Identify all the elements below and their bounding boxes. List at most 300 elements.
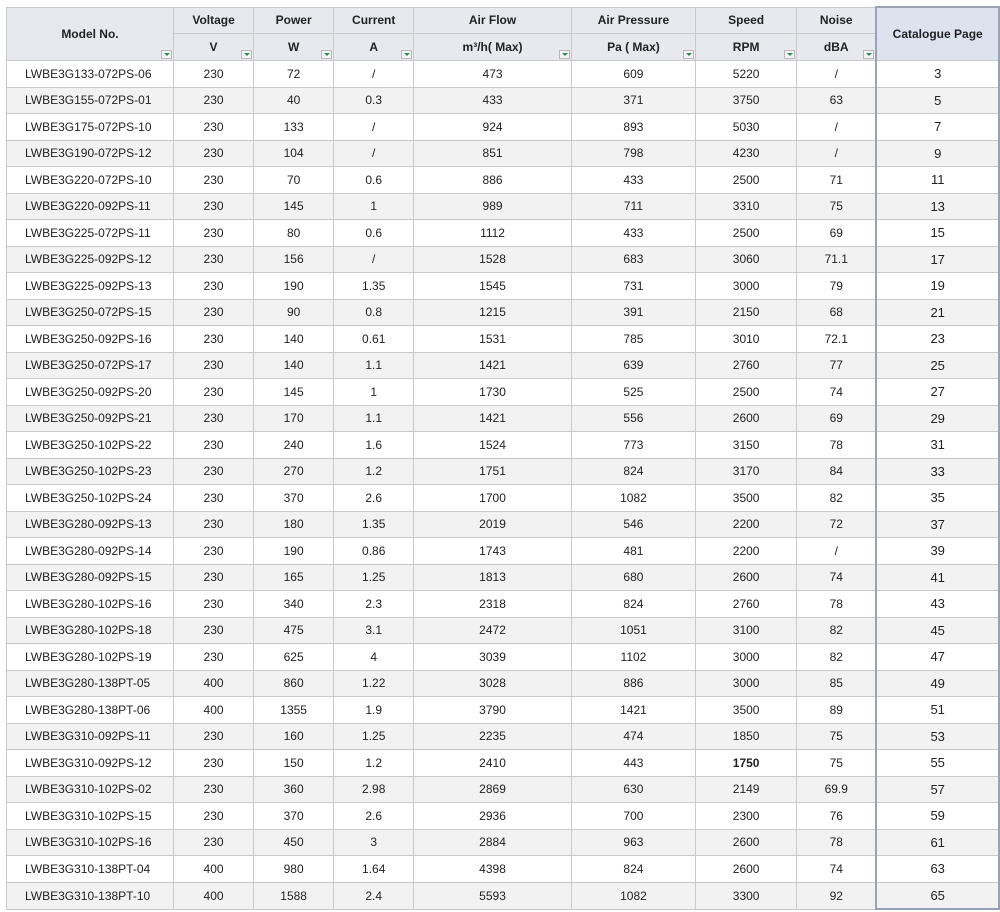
cell-catalogue-page[interactable]: 65	[876, 882, 999, 909]
cell-catalogue-page[interactable]: 47	[876, 644, 999, 671]
cell-pressure[interactable]: 680	[571, 564, 695, 591]
cell-model[interactable]: LWBE3G310-138PT-04	[7, 856, 174, 883]
cell-power[interactable]: 270	[254, 458, 334, 485]
filter-dropdown-icon[interactable]	[401, 50, 412, 59]
cell-speed[interactable]: 3000	[696, 644, 797, 671]
cell-power[interactable]: 625	[254, 644, 334, 671]
cell-voltage[interactable]: 400	[173, 882, 253, 909]
cell-catalogue-page[interactable]: 23	[876, 326, 999, 353]
cell-pressure[interactable]: 1082	[571, 485, 695, 512]
cell-noise[interactable]: 78	[797, 829, 877, 856]
cell-pressure[interactable]: 824	[571, 591, 695, 618]
cell-current[interactable]: 0.6	[334, 167, 414, 194]
cell-pressure[interactable]: 433	[571, 220, 695, 247]
cell-power[interactable]: 133	[254, 114, 334, 141]
cell-voltage[interactable]: 230	[173, 750, 253, 777]
cell-noise[interactable]: 84	[797, 458, 877, 485]
cell-catalogue-page[interactable]: 15	[876, 220, 999, 247]
cell-airflow[interactable]: 433	[414, 87, 571, 114]
cell-voltage[interactable]: 230	[173, 61, 253, 88]
cell-airflow[interactable]: 4398	[414, 856, 571, 883]
unit-speed	[696, 33, 797, 60]
cell-current[interactable]: 1.35	[334, 511, 414, 538]
cell-pressure[interactable]: 556	[571, 405, 695, 432]
cell-pressure[interactable]: 711	[571, 193, 695, 220]
cell-airflow[interactable]: 1743	[414, 538, 571, 565]
cell-pressure[interactable]: 433	[571, 167, 695, 194]
cell-voltage[interactable]: 230	[173, 246, 253, 273]
cell-noise[interactable]: /	[797, 61, 877, 88]
cell-catalogue-page[interactable]: 25	[876, 352, 999, 379]
cell-pressure[interactable]: 1102	[571, 644, 695, 671]
cell-catalogue-page[interactable]: 31	[876, 432, 999, 459]
cell-catalogue-page[interactable]: 21	[876, 299, 999, 326]
filter-dropdown-icon[interactable]	[559, 50, 570, 59]
cell-pressure[interactable]: 1051	[571, 617, 695, 644]
cell-voltage[interactable]: 230	[173, 273, 253, 300]
cell-power[interactable]: 72	[254, 61, 334, 88]
cell-current[interactable]: 0.86	[334, 538, 414, 565]
cell-current[interactable]: 3	[334, 829, 414, 856]
cell-voltage[interactable]: 230	[173, 405, 253, 432]
cell-catalogue-page[interactable]: 5	[876, 87, 999, 114]
cell-model[interactable]: LWBE3G250-092PS-16	[7, 326, 174, 353]
cell-voltage[interactable]: 230	[173, 114, 253, 141]
cell-pressure[interactable]: 609	[571, 61, 695, 88]
cell-airflow[interactable]: 1215	[414, 299, 571, 326]
cell-airflow[interactable]: 2869	[414, 776, 571, 803]
cell-speed[interactable]: 5220	[696, 61, 797, 88]
cell-power[interactable]: 475	[254, 617, 334, 644]
cell-power[interactable]: 240	[254, 432, 334, 459]
cell-current[interactable]: 2.6	[334, 485, 414, 512]
cell-speed[interactable]: 2760	[696, 352, 797, 379]
cell-model[interactable]: LWBE3G310-138PT-10	[7, 882, 174, 909]
cell-speed[interactable]: 3310	[696, 193, 797, 220]
cell-current[interactable]: /	[334, 246, 414, 273]
cell-noise[interactable]: 71.1	[797, 246, 877, 273]
table-row	[7, 803, 1000, 830]
cell-pressure[interactable]: 481	[571, 538, 695, 565]
cell-voltage[interactable]: 230	[173, 220, 253, 247]
cell-power[interactable]: 160	[254, 723, 334, 750]
cell-airflow[interactable]: 1730	[414, 379, 571, 406]
cell-power[interactable]: 145	[254, 193, 334, 220]
cell-voltage[interactable]: 230	[173, 644, 253, 671]
cell-pressure[interactable]: 963	[571, 829, 695, 856]
cell-model[interactable]: LWBE3G133-072PS-06	[7, 61, 174, 88]
cell-speed[interactable]: 3010	[696, 326, 797, 353]
cell-pressure[interactable]: 798	[571, 140, 695, 167]
cell-airflow[interactable]: 473	[414, 61, 571, 88]
cell-current[interactable]: 1	[334, 193, 414, 220]
cell-speed[interactable]: 2500	[696, 167, 797, 194]
cell-model[interactable]: LWBE3G280-092PS-15	[7, 564, 174, 591]
cell-airflow[interactable]: 989	[414, 193, 571, 220]
cell-voltage[interactable]: 230	[173, 326, 253, 353]
cell-catalogue-page[interactable]: 9	[876, 140, 999, 167]
cell-model[interactable]: LWBE3G225-072PS-11	[7, 220, 174, 247]
cell-speed[interactable]: 3170	[696, 458, 797, 485]
cell-current[interactable]: 1.6	[334, 432, 414, 459]
cell-power[interactable]: 370	[254, 803, 334, 830]
cell-model[interactable]: LWBE3G250-102PS-24	[7, 485, 174, 512]
cell-voltage[interactable]: 230	[173, 352, 253, 379]
cell-noise[interactable]: /	[797, 140, 877, 167]
cell-noise[interactable]: 82	[797, 617, 877, 644]
cell-noise[interactable]: 74	[797, 379, 877, 406]
cell-speed[interactable]: 3300	[696, 882, 797, 909]
cell-model[interactable]: LWBE3G250-072PS-17	[7, 352, 174, 379]
cell-noise[interactable]: 63	[797, 87, 877, 114]
cell-model[interactable]: LWBE3G280-138PT-05	[7, 670, 174, 697]
cell-airflow[interactable]: 3028	[414, 670, 571, 697]
cell-power[interactable]: 1588	[254, 882, 334, 909]
cell-noise[interactable]: 89	[797, 697, 877, 724]
cell-power[interactable]: 40	[254, 87, 334, 114]
cell-airflow[interactable]: 3039	[414, 644, 571, 671]
cell-airflow[interactable]: 2235	[414, 723, 571, 750]
cell-noise[interactable]: /	[797, 538, 877, 565]
cell-current[interactable]: 2.3	[334, 591, 414, 618]
cell-power[interactable]: 90	[254, 299, 334, 326]
cell-speed[interactable]: 2300	[696, 803, 797, 830]
cell-current[interactable]: /	[334, 114, 414, 141]
cell-current[interactable]: 0.8	[334, 299, 414, 326]
cell-voltage[interactable]: 230	[173, 511, 253, 538]
cell-noise[interactable]: 74	[797, 856, 877, 883]
cell-catalogue-page[interactable]: 19	[876, 273, 999, 300]
cell-pressure[interactable]: 683	[571, 246, 695, 273]
cell-power[interactable]: 370	[254, 485, 334, 512]
cell-power[interactable]: 180	[254, 511, 334, 538]
cell-voltage[interactable]: 230	[173, 485, 253, 512]
cell-airflow[interactable]: 2936	[414, 803, 571, 830]
cell-voltage[interactable]: 230	[173, 140, 253, 167]
cell-power[interactable]: 140	[254, 352, 334, 379]
cell-voltage[interactable]: 230	[173, 87, 253, 114]
filter-dropdown-icon[interactable]	[161, 50, 172, 59]
cell-pressure[interactable]: 1421	[571, 697, 695, 724]
cell-catalogue-page[interactable]: 27	[876, 379, 999, 406]
cell-noise[interactable]: 75	[797, 750, 877, 777]
cell-catalogue-page[interactable]: 59	[876, 803, 999, 830]
cell-speed[interactable]: 3500	[696, 697, 797, 724]
cell-pressure[interactable]: 773	[571, 432, 695, 459]
cell-current[interactable]: 3.1	[334, 617, 414, 644]
cell-speed[interactable]: 2200	[696, 511, 797, 538]
cell-model[interactable]: LWBE3G225-092PS-12	[7, 246, 174, 273]
cell-speed[interactable]: 3750	[696, 87, 797, 114]
cell-catalogue-page[interactable]: 7	[876, 114, 999, 141]
cell-current[interactable]: 1.25	[334, 564, 414, 591]
cell-noise[interactable]: 68	[797, 299, 877, 326]
cell-power[interactable]: 156	[254, 246, 334, 273]
cell-airflow[interactable]: 2019	[414, 511, 571, 538]
cell-airflow[interactable]: 1813	[414, 564, 571, 591]
cell-power[interactable]: 140	[254, 326, 334, 353]
cell-current[interactable]: 0.3	[334, 87, 414, 114]
cell-airflow[interactable]: 2472	[414, 617, 571, 644]
cell-noise[interactable]: 69.9	[797, 776, 877, 803]
cell-noise[interactable]: /	[797, 114, 877, 141]
cell-airflow[interactable]: 886	[414, 167, 571, 194]
cell-current[interactable]: /	[334, 140, 414, 167]
cell-noise[interactable]: 77	[797, 352, 877, 379]
cell-airflow[interactable]: 5593	[414, 882, 571, 909]
cell-pressure[interactable]: 886	[571, 670, 695, 697]
cell-airflow[interactable]: 1528	[414, 246, 571, 273]
cell-model[interactable]: LWBE3G310-092PS-11	[7, 723, 174, 750]
cell-speed[interactable]: 3500	[696, 485, 797, 512]
cell-power[interactable]: 165	[254, 564, 334, 591]
cell-catalogue-page[interactable]: 49	[876, 670, 999, 697]
cell-catalogue-page[interactable]: 51	[876, 697, 999, 724]
cell-voltage[interactable]: 230	[173, 591, 253, 618]
cell-noise[interactable]: 79	[797, 273, 877, 300]
cell-current[interactable]: 2.6	[334, 803, 414, 830]
cell-airflow[interactable]: 1751	[414, 458, 571, 485]
cell-catalogue-page[interactable]: 35	[876, 485, 999, 512]
cell-model[interactable]: LWBE3G220-092PS-11	[7, 193, 174, 220]
cell-speed[interactable]: 1850	[696, 723, 797, 750]
cell-airflow[interactable]: 1421	[414, 352, 571, 379]
cell-catalogue-page[interactable]: 17	[876, 246, 999, 273]
cell-model[interactable]: LWBE3G250-072PS-15	[7, 299, 174, 326]
filter-dropdown-icon[interactable]	[321, 50, 332, 59]
cell-model[interactable]: LWBE3G280-092PS-13	[7, 511, 174, 538]
cell-noise[interactable]: 75	[797, 723, 877, 750]
cell-speed[interactable]: 2200	[696, 538, 797, 565]
cell-pressure[interactable]: 474	[571, 723, 695, 750]
cell-model[interactable]: LWBE3G220-072PS-10	[7, 167, 174, 194]
cell-airflow[interactable]: 851	[414, 140, 571, 167]
cell-airflow[interactable]: 1545	[414, 273, 571, 300]
cell-current[interactable]: 1.2	[334, 458, 414, 485]
cell-voltage[interactable]: 230	[173, 723, 253, 750]
cell-current[interactable]: 0.6	[334, 220, 414, 247]
cell-pressure[interactable]: 525	[571, 379, 695, 406]
cell-voltage[interactable]: 230	[173, 617, 253, 644]
cell-airflow[interactable]: 2318	[414, 591, 571, 618]
cell-voltage[interactable]: 230	[173, 299, 253, 326]
cell-model[interactable]: LWBE3G310-102PS-02	[7, 776, 174, 803]
unit-power-label: W	[287, 39, 300, 54]
cell-speed[interactable]: 2150	[696, 299, 797, 326]
cell-voltage[interactable]: 230	[173, 193, 253, 220]
cell-airflow[interactable]: 3790	[414, 697, 571, 724]
cell-model[interactable]: LWBE3G250-092PS-20	[7, 379, 174, 406]
cell-catalogue-page[interactable]: 63	[876, 856, 999, 883]
cell-power[interactable]: 190	[254, 538, 334, 565]
cell-current[interactable]: 1.1	[334, 405, 414, 432]
cell-catalogue-page[interactable]: 61	[876, 829, 999, 856]
cell-pressure[interactable]: 1082	[571, 882, 695, 909]
cell-noise[interactable]: 76	[797, 803, 877, 830]
cell-speed[interactable]: 2760	[696, 591, 797, 618]
cell-model[interactable]: LWBE3G175-072PS-10	[7, 114, 174, 141]
cell-voltage[interactable]: 230	[173, 776, 253, 803]
cell-current[interactable]: 1.1	[334, 352, 414, 379]
cell-pressure[interactable]: 391	[571, 299, 695, 326]
cell-power[interactable]: 70	[254, 167, 334, 194]
cell-catalogue-page[interactable]: 37	[876, 511, 999, 538]
cell-pressure[interactable]: 639	[571, 352, 695, 379]
cell-model[interactable]: LWBE3G155-072PS-01	[7, 87, 174, 114]
table-row	[7, 326, 1000, 353]
cell-speed[interactable]: 2600	[696, 564, 797, 591]
cell-pressure[interactable]: 630	[571, 776, 695, 803]
cell-catalogue-page[interactable]: 57	[876, 776, 999, 803]
cell-power[interactable]: 104	[254, 140, 334, 167]
cell-speed[interactable]: 3150	[696, 432, 797, 459]
cell-power[interactable]: 190	[254, 273, 334, 300]
cell-current[interactable]: 2.98	[334, 776, 414, 803]
cell-model[interactable]: LWBE3G280-102PS-18	[7, 617, 174, 644]
cell-voltage[interactable]: 230	[173, 432, 253, 459]
cell-speed[interactable]: 1750	[696, 750, 797, 777]
cell-speed[interactable]: 2600	[696, 856, 797, 883]
cell-catalogue-page[interactable]: 33	[876, 458, 999, 485]
cell-model[interactable]: LWBE3G280-138PT-06	[7, 697, 174, 724]
cell-airflow[interactable]: 1700	[414, 485, 571, 512]
cell-current[interactable]: 1.25	[334, 723, 414, 750]
cell-pressure[interactable]: 785	[571, 326, 695, 353]
cell-current[interactable]: 4	[334, 644, 414, 671]
cell-current[interactable]: /	[334, 61, 414, 88]
cell-airflow[interactable]: 2884	[414, 829, 571, 856]
cell-model[interactable]: LWBE3G225-092PS-13	[7, 273, 174, 300]
cell-speed[interactable]: 4230	[696, 140, 797, 167]
cell-pressure[interactable]: 371	[571, 87, 695, 114]
cell-catalogue-page[interactable]: 3	[876, 61, 999, 88]
cell-noise[interactable]: 72	[797, 511, 877, 538]
cell-speed[interactable]: 3060	[696, 246, 797, 273]
filter-dropdown-icon[interactable]	[784, 50, 795, 59]
cell-airflow[interactable]: 1421	[414, 405, 571, 432]
cell-noise[interactable]: 82	[797, 485, 877, 512]
cell-catalogue-page[interactable]: 29	[876, 405, 999, 432]
cell-power[interactable]: 360	[254, 776, 334, 803]
cell-power[interactable]: 80	[254, 220, 334, 247]
cell-model[interactable]: LWBE3G280-092PS-14	[7, 538, 174, 565]
cell-voltage[interactable]: 230	[173, 829, 253, 856]
cell-pressure[interactable]: 824	[571, 856, 695, 883]
cell-airflow[interactable]: 1524	[414, 432, 571, 459]
cell-noise[interactable]: 69	[797, 220, 877, 247]
cell-speed[interactable]: 2149	[696, 776, 797, 803]
cell-voltage[interactable]: 400	[173, 697, 253, 724]
cell-noise[interactable]: 85	[797, 670, 877, 697]
cell-model[interactable]: LWBE3G280-102PS-16	[7, 591, 174, 618]
cell-noise[interactable]: 75	[797, 193, 877, 220]
cell-catalogue-page[interactable]: 43	[876, 591, 999, 618]
cell-noise[interactable]: 71	[797, 167, 877, 194]
cell-noise[interactable]: 74	[797, 564, 877, 591]
cell-airflow[interactable]: 2410	[414, 750, 571, 777]
cell-voltage[interactable]: 400	[173, 670, 253, 697]
cell-model[interactable]: LWBE3G250-102PS-22	[7, 432, 174, 459]
cell-voltage[interactable]: 230	[173, 538, 253, 565]
cell-power[interactable]: 450	[254, 829, 334, 856]
cell-pressure[interactable]: 443	[571, 750, 695, 777]
cell-model[interactable]: LWBE3G250-102PS-23	[7, 458, 174, 485]
cell-catalogue-page[interactable]: 39	[876, 538, 999, 565]
cell-model[interactable]: LWBE3G310-102PS-15	[7, 803, 174, 830]
cell-noise[interactable]: 78	[797, 432, 877, 459]
cell-current[interactable]: 1	[334, 379, 414, 406]
cell-pressure[interactable]: 893	[571, 114, 695, 141]
cell-model[interactable]: LWBE3G280-102PS-19	[7, 644, 174, 671]
cell-power[interactable]: 980	[254, 856, 334, 883]
cell-speed[interactable]: 3000	[696, 273, 797, 300]
cell-current[interactable]: 2.4	[334, 882, 414, 909]
cell-pressure[interactable]: 731	[571, 273, 695, 300]
cell-airflow[interactable]: 924	[414, 114, 571, 141]
cell-voltage[interactable]: 230	[173, 379, 253, 406]
cell-power[interactable]: 340	[254, 591, 334, 618]
cell-catalogue-page[interactable]: 55	[876, 750, 999, 777]
cell-pressure[interactable]: 700	[571, 803, 695, 830]
cell-noise[interactable]: 69	[797, 405, 877, 432]
cell-power[interactable]: 145	[254, 379, 334, 406]
cell-voltage[interactable]: 400	[173, 856, 253, 883]
cell-model[interactable]: LWBE3G310-092PS-12	[7, 750, 174, 777]
cell-voltage[interactable]: 230	[173, 803, 253, 830]
cell-voltage[interactable]: 230	[173, 458, 253, 485]
cell-catalogue-page[interactable]: 11	[876, 167, 999, 194]
filter-dropdown-icon[interactable]	[863, 50, 874, 59]
cell-current[interactable]: 1.22	[334, 670, 414, 697]
cell-airflow[interactable]: 1112	[414, 220, 571, 247]
cell-noise[interactable]: 92	[797, 882, 877, 909]
cell-pressure[interactable]: 546	[571, 511, 695, 538]
filter-dropdown-icon[interactable]	[683, 50, 694, 59]
cell-power[interactable]: 150	[254, 750, 334, 777]
cell-current[interactable]: 1.9	[334, 697, 414, 724]
cell-catalogue-page[interactable]: 13	[876, 193, 999, 220]
cell-speed[interactable]: 3100	[696, 617, 797, 644]
cell-speed[interactable]: 5030	[696, 114, 797, 141]
cell-power[interactable]: 1355	[254, 697, 334, 724]
cell-speed[interactable]: 2600	[696, 829, 797, 856]
cell-catalogue-page[interactable]: 41	[876, 564, 999, 591]
cell-catalogue-page[interactable]: 53	[876, 723, 999, 750]
cell-airflow[interactable]: 1531	[414, 326, 571, 353]
cell-current[interactable]: 0.61	[334, 326, 414, 353]
cell-current[interactable]: 1.35	[334, 273, 414, 300]
cell-model[interactable]: LWBE3G250-092PS-21	[7, 405, 174, 432]
filter-dropdown-icon[interactable]	[241, 50, 252, 59]
cell-speed[interactable]: 2600	[696, 405, 797, 432]
cell-noise[interactable]: 78	[797, 591, 877, 618]
cell-pressure[interactable]: 824	[571, 458, 695, 485]
cell-power[interactable]: 860	[254, 670, 334, 697]
cell-model[interactable]: LWBE3G190-072PS-12	[7, 140, 174, 167]
cell-current[interactable]: 1.64	[334, 856, 414, 883]
cell-noise[interactable]: 72.1	[797, 326, 877, 353]
cell-current[interactable]: 1.2	[334, 750, 414, 777]
cell-voltage[interactable]: 230	[173, 564, 253, 591]
cell-catalogue-page[interactable]: 45	[876, 617, 999, 644]
cell-model[interactable]: LWBE3G310-102PS-16	[7, 829, 174, 856]
cell-power[interactable]: 170	[254, 405, 334, 432]
cell-noise[interactable]: 82	[797, 644, 877, 671]
cell-speed[interactable]: 3000	[696, 670, 797, 697]
cell-speed[interactable]: 2500	[696, 379, 797, 406]
cell-speed[interactable]: 2500	[696, 220, 797, 247]
cell-voltage[interactable]: 230	[173, 167, 253, 194]
